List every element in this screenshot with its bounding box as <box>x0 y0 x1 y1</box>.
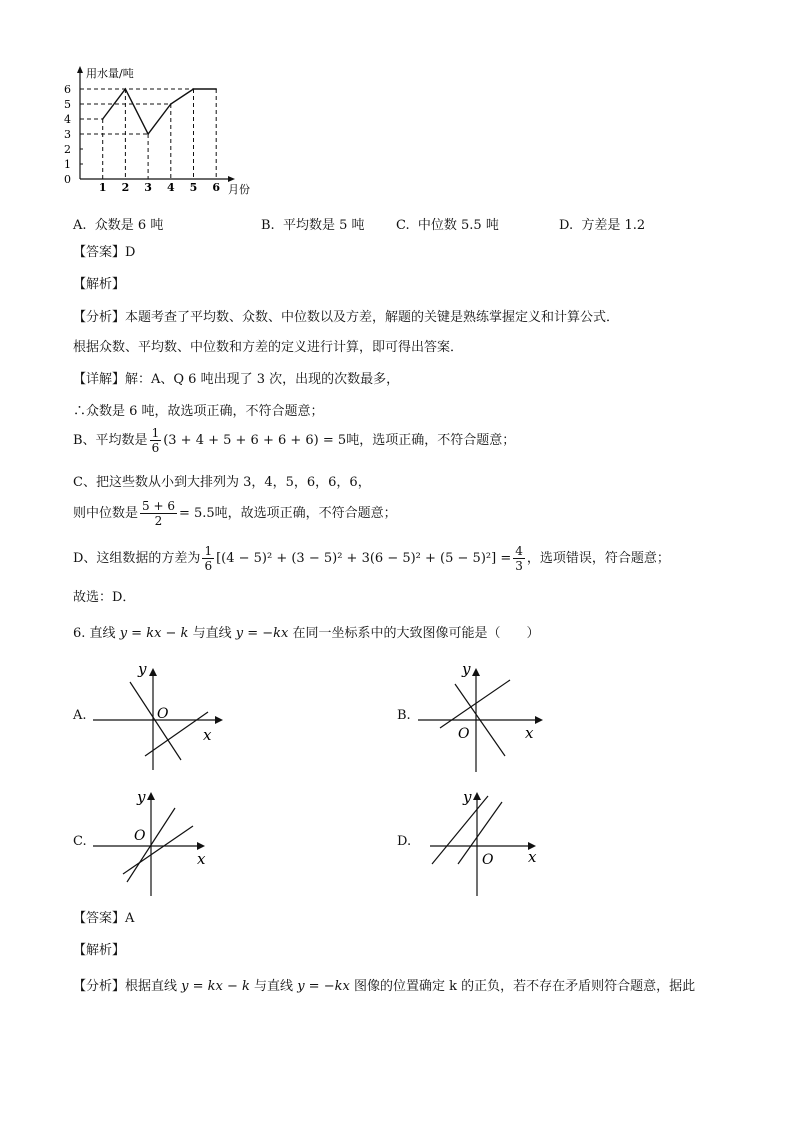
x-axis-arrow <box>228 176 235 182</box>
graph-d-origin-label: O <box>482 852 494 868</box>
water-usage-chart <box>0 0 794 200</box>
x-axis-label: 月份 <box>228 183 250 196</box>
q5-detail-c2: 则中位数是 $\frac{5 + 6}{2}$ = 5.5吨，故选项正确，不符合题意； <box>73 499 397 528</box>
graph-b-origin-label: O <box>458 726 470 742</box>
y-tick-label: 5 <box>64 98 71 111</box>
x-tick-label: 2 <box>121 181 130 194</box>
data-point <box>215 88 217 90</box>
graph-d-x-label: x <box>528 848 537 866</box>
y-tick-label: 2 <box>64 143 71 156</box>
q5-choose: 故选：D． <box>73 590 136 605</box>
q5-option-c: C. 中位数 5.5 吨 <box>396 218 499 233</box>
graph-a-origin-label: O <box>157 706 169 722</box>
q5-answer: 【答案】D <box>73 245 136 260</box>
graph-d-y-label: y <box>463 788 472 806</box>
q6-option-c-label: C. <box>73 834 87 849</box>
x-tick-label: 1 <box>98 181 107 194</box>
x-tick-label: 4 <box>166 181 175 194</box>
y-tick-label: 3 <box>64 128 71 141</box>
q5-analysis-head: 【解析】 <box>73 277 126 292</box>
q5-detail-d: D、这组数据的方差为 $\frac{1}{6}$ [(4 − 5)² + (3 − 5)² + 3(6 − 5)² + (5 − 5)²] = $\frac{4}{3}$ ，选项错误，符合题意； <box>73 544 670 573</box>
q5-fenxi2: 根据众数、平均数、中位数和方差的定义进行计算，即可得出答案． <box>73 340 464 355</box>
q6-analysis-head: 【解析】 <box>73 943 126 958</box>
graph-c-origin-label: O <box>134 828 146 844</box>
data-point <box>193 88 195 90</box>
data-point <box>102 118 104 120</box>
y-tick-label: 0 <box>64 173 71 186</box>
x-tick-label: 5 <box>189 181 198 194</box>
q6-graph-a <box>85 660 235 780</box>
graph-c-y-label: y <box>137 788 146 806</box>
series-line <box>103 89 217 134</box>
q6-fenxi: 【分析】根据直线 y = kx − k 与直线 y = −kx 图像的位置确定 k 的正负，若不存在矛盾则符合题意，据此 <box>73 979 696 994</box>
q5-detail-c1: C、把这些数从小到大排列为 3，4，5，6，6，6， <box>73 475 371 490</box>
data-point <box>170 103 172 105</box>
q6-option-a-label: A. <box>73 708 87 723</box>
graph-b-y-label: y <box>462 660 471 678</box>
y-tick-label: 6 <box>64 83 71 96</box>
graph-c-x-label: x <box>197 850 206 868</box>
q6-answer: 【答案】A <box>73 911 135 926</box>
q6-graph-b <box>410 660 560 780</box>
q5-option-a: A. 众数是 6 吨 <box>73 218 164 233</box>
graph-a-x-label: x <box>203 726 212 744</box>
q5-option-d: D. 方差是 1.2 <box>559 218 646 233</box>
y-axis-label: 用水量/吨 <box>86 67 134 80</box>
y-axis-arrow <box>77 66 83 73</box>
q6-graph-c <box>85 784 235 904</box>
q6-stem: 6. 直线 y = kx − k 与直线 y = −kx 在同一坐标系中的大致图像可能是（ ） <box>73 626 540 641</box>
q6-graph-d <box>410 784 560 904</box>
q6-option-d-label: D. <box>397 834 412 849</box>
x-tick-label: 3 <box>144 181 152 194</box>
graph-b-x-label: x <box>525 724 534 742</box>
graph-a-y-label: y <box>138 660 147 678</box>
q6-option-b-label: B. <box>397 708 411 723</box>
q5-detail-a: 【详解】解：A、Q 6 吨出现了 3 次，出现的次数最多， <box>73 372 400 387</box>
q5-detail-b: B、平均数是 $\frac{1}{6}$ (3 + 4 + 5 + 6 + 6 + 6) = 5吨，选项正确，不符合题意； <box>73 426 516 455</box>
data-point <box>125 88 127 90</box>
x-tick-label: 6 <box>212 181 221 194</box>
q5-option-b: B. 平均数是 5 吨 <box>261 218 365 233</box>
y-tick-label: 4 <box>64 113 71 126</box>
y-tick-label: 1 <box>64 158 71 171</box>
q5-detail-a2: ∴众数是 6 吨，故选项正确，不符合题意； <box>73 404 324 419</box>
data-point <box>147 133 149 135</box>
q5-fenxi: 【分析】本题考查了平均数、众数、中位数以及方差，解题的关键是熟练掌握定义和计算公式． <box>73 310 620 325</box>
